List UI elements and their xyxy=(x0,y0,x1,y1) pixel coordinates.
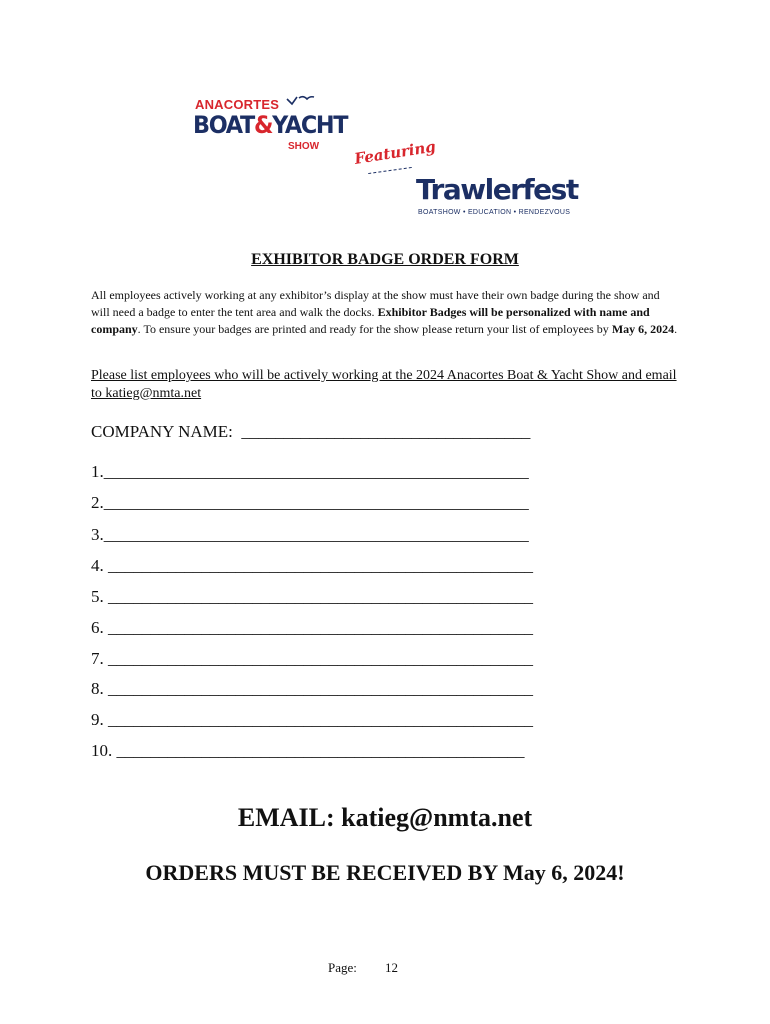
seagull-icon xyxy=(285,94,315,108)
intro-text-end: . xyxy=(674,322,678,336)
featuring-script-text: Featuring xyxy=(353,137,437,168)
deadline-notice: ORDERS MUST BE RECEIVED BY May 6, 2024! xyxy=(145,860,625,885)
page-number: 12 xyxy=(385,960,398,975)
employee-line-2[interactable]: 2.__________________________________________________ xyxy=(91,493,529,512)
intro-bold-date: May 6, 2024 xyxy=(611,322,675,336)
logo-boat-word: BOAT xyxy=(193,111,254,139)
employee-line-5[interactable]: 5. __________________________________________________ xyxy=(91,587,533,606)
employee-line-3[interactable]: 3.__________________________________________________ xyxy=(91,525,529,544)
intro-bold-personalized: Exhibitor Badges will be personalized with name and company xyxy=(91,305,650,336)
anacortes-boat-yacht-show-logo xyxy=(193,95,373,157)
employee-line-7[interactable]: 7. __________________________________________________ xyxy=(91,649,533,668)
employee-line-1[interactable]: 1.__________________________________________________ xyxy=(91,462,529,481)
logo-anacortes-text: ANACORTES xyxy=(195,97,280,112)
logo-yacht-word: YACHT xyxy=(272,111,348,139)
logo-show-text: SHOW xyxy=(288,141,320,152)
intro-text-part2: . To ensure your badges are printed and ready for the show please return your list of employees by xyxy=(137,322,612,336)
logo-boat-yacht-text xyxy=(193,108,347,142)
email-heading: EMAIL: katieg@nmta.net xyxy=(237,803,533,832)
intro-text-part1: All employees actively working at any exhibitor’s display at the show must have their own badge during the show and will need a badge to enter the tent area and walk the docks. xyxy=(91,288,660,319)
employee-line-8[interactable]: 8. __________________________________________________ xyxy=(91,679,533,698)
trawlerfest-tagline: BOATSHOW • EDUCATION • RENDEZVOUS xyxy=(418,209,571,216)
featuring-dashed-underline xyxy=(368,167,412,174)
employee-line-6[interactable]: 6. __________________________________________________ xyxy=(91,618,533,637)
page-label: Page: xyxy=(328,960,357,975)
employee-line-4[interactable]: 4. __________________________________________________ xyxy=(91,556,533,575)
logo-ampersand: & xyxy=(253,111,273,139)
trawlerfest-logo: Trawlerfest xyxy=(416,173,578,206)
employee-line-9[interactable]: 9. __________________________________________________ xyxy=(91,710,533,729)
form-title: EXHIBITOR BADGE ORDER FORM xyxy=(251,251,519,268)
intro-paragraph xyxy=(91,287,681,338)
company-name-field[interactable]: COMPANY NAME: __________________________________ xyxy=(91,422,531,441)
instruction-text: Please list employees who will be actively working at the 2024 Anacortes Boat & Yacht Show and email to katieg@nmta.net xyxy=(91,368,677,401)
employee-line-10[interactable]: 10. ________________________________________________ xyxy=(91,741,525,760)
